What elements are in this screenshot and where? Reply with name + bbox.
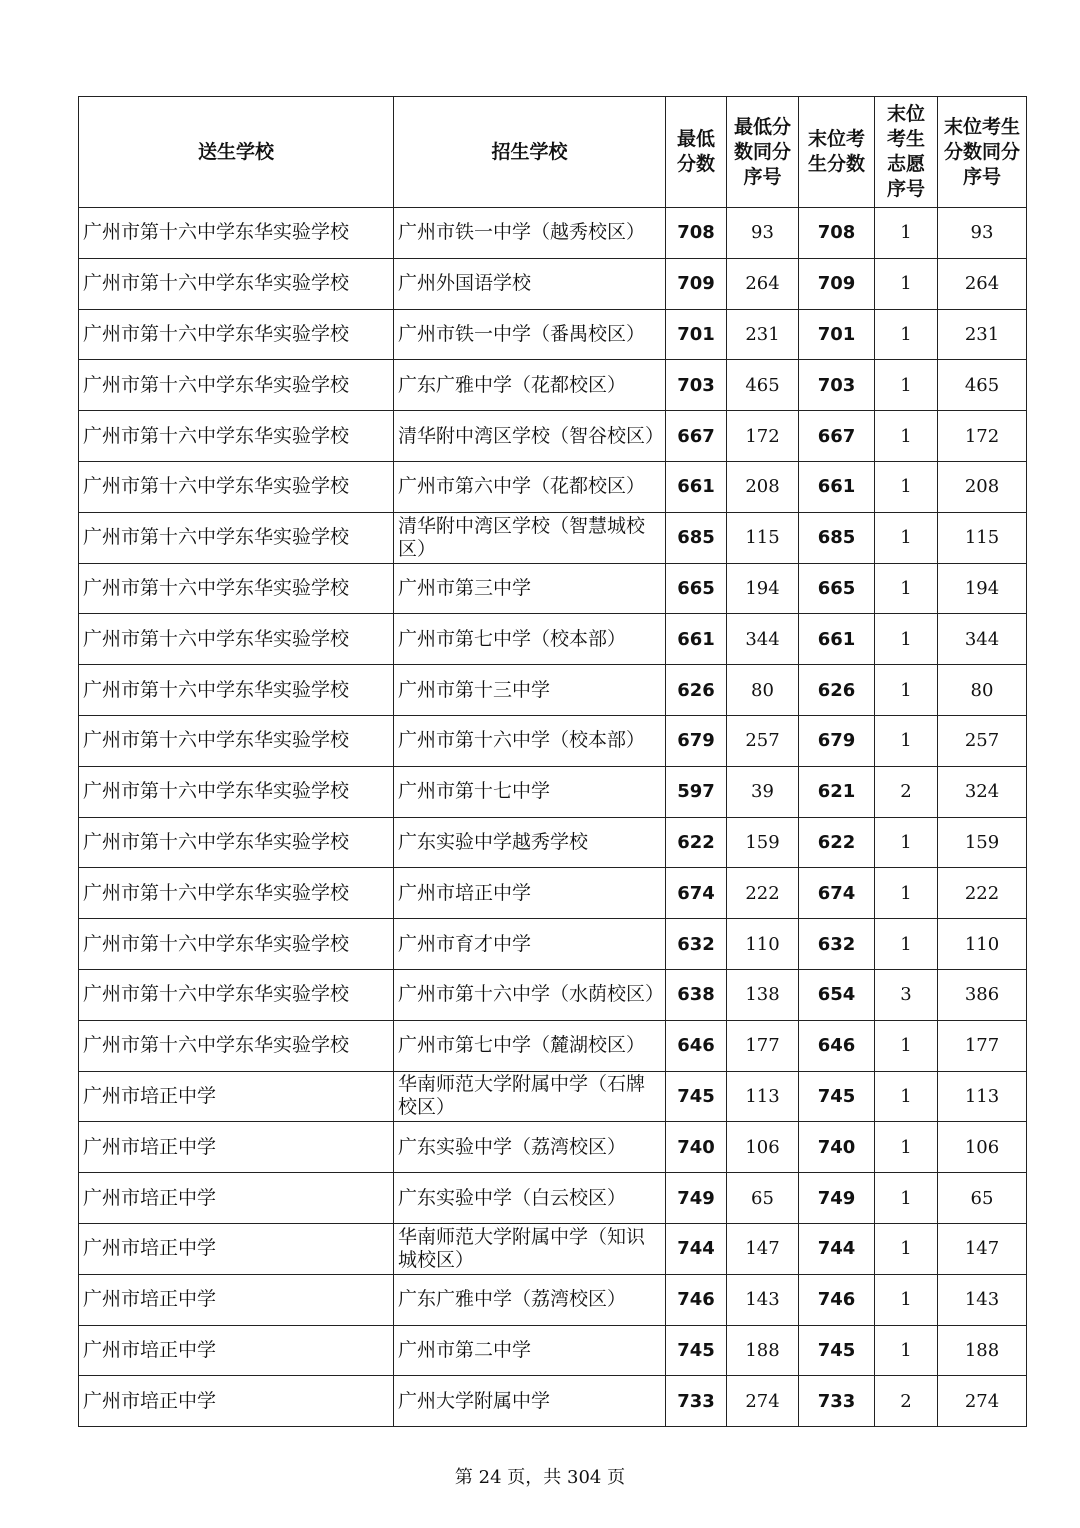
cell-sender-school: 广州市第十六中学东华实验学校 <box>79 208 394 259</box>
cell-receiver-school: 广州市第六中学（花都校区） <box>394 461 666 512</box>
cell-last-wish-order: 1 <box>875 1325 938 1376</box>
cell-receiver-school: 华南师范大学附属中学（石牌校区） <box>394 1071 666 1122</box>
cell-sender-school: 广州市培正中学 <box>79 1122 394 1173</box>
cell-sender-school: 广州市培正中学 <box>79 1376 394 1427</box>
table-row <box>79 1071 1027 1122</box>
admission-table <box>78 96 1027 1427</box>
table-row <box>79 614 1027 665</box>
cell-min-score: 749 <box>666 1173 727 1224</box>
table-row <box>79 208 1027 259</box>
cell-last-score: 621 <box>799 766 875 817</box>
cell-last-score: 701 <box>799 309 875 360</box>
table-row <box>79 1020 1027 1071</box>
cell-min-score-rank: 147 <box>727 1223 799 1274</box>
cell-min-score: 733 <box>666 1376 727 1427</box>
table-row <box>79 1376 1027 1427</box>
cell-min-score: 661 <box>666 461 727 512</box>
cell-sender-school: 广州市第十六中学东华实验学校 <box>79 817 394 868</box>
cell-receiver-school: 广州市铁一中学（越秀校区） <box>394 208 666 259</box>
cell-min-score-rank: 115 <box>727 512 799 563</box>
header-min-score-rank: 最低分数同分序号 <box>727 97 799 208</box>
cell-last-score-rank: 231 <box>938 309 1027 360</box>
cell-min-score-rank: 344 <box>727 614 799 665</box>
cell-last-wish-order: 1 <box>875 817 938 868</box>
header-min-score: 最低分数 <box>666 97 727 208</box>
cell-last-score-rank: 115 <box>938 512 1027 563</box>
cell-min-score-rank: 231 <box>727 309 799 360</box>
cell-last-score: 667 <box>799 411 875 462</box>
table-row <box>79 919 1027 970</box>
cell-min-score-rank: 93 <box>727 208 799 259</box>
cell-last-wish-order: 1 <box>875 1122 938 1173</box>
cell-receiver-school: 清华附中湾区学校（智慧城校区） <box>394 512 666 563</box>
table-row <box>79 258 1027 309</box>
cell-last-wish-order: 1 <box>875 614 938 665</box>
cell-last-score-rank: 93 <box>938 208 1027 259</box>
cell-last-score: 626 <box>799 665 875 716</box>
cell-min-score-rank: 274 <box>727 1376 799 1427</box>
cell-last-wish-order: 1 <box>875 715 938 766</box>
cell-min-score-rank: 264 <box>727 258 799 309</box>
cell-last-score: 654 <box>799 969 875 1020</box>
cell-sender-school: 广州市第十六中学东华实验学校 <box>79 614 394 665</box>
cell-sender-school: 广州市培正中学 <box>79 1325 394 1376</box>
cell-sender-school: 广州市第十六中学东华实验学校 <box>79 512 394 563</box>
cell-min-score: 708 <box>666 208 727 259</box>
cell-receiver-school: 广东实验中学越秀学校 <box>394 817 666 868</box>
cell-min-score: 746 <box>666 1274 727 1325</box>
cell-receiver-school: 广州市第十三中学 <box>394 665 666 716</box>
table-row <box>79 766 1027 817</box>
cell-last-score: 679 <box>799 715 875 766</box>
cell-sender-school: 广州市第十六中学东华实验学校 <box>79 563 394 614</box>
cell-last-score: 708 <box>799 208 875 259</box>
table-row <box>79 512 1027 563</box>
cell-min-score: 638 <box>666 969 727 1020</box>
cell-sender-school: 广州市第十六中学东华实验学校 <box>79 766 394 817</box>
cell-last-score: 632 <box>799 919 875 970</box>
cell-last-score: 740 <box>799 1122 875 1173</box>
cell-receiver-school: 广东实验中学（白云校区） <box>394 1173 666 1224</box>
cell-last-score: 746 <box>799 1274 875 1325</box>
cell-min-score-rank: 194 <box>727 563 799 614</box>
cell-min-score: 679 <box>666 715 727 766</box>
table-row <box>79 309 1027 360</box>
cell-last-wish-order: 1 <box>875 1071 938 1122</box>
cell-last-wish-order: 1 <box>875 258 938 309</box>
cell-receiver-school: 清华附中湾区学校（智谷校区） <box>394 411 666 462</box>
cell-last-score-rank: 222 <box>938 868 1027 919</box>
cell-last-score: 674 <box>799 868 875 919</box>
cell-min-score-rank: 106 <box>727 1122 799 1173</box>
cell-receiver-school: 广州市第二中学 <box>394 1325 666 1376</box>
cell-receiver-school: 广东广雅中学（花都校区） <box>394 360 666 411</box>
cell-sender-school: 广州市第十六中学东华实验学校 <box>79 665 394 716</box>
cell-min-score: 674 <box>666 868 727 919</box>
cell-last-score: 646 <box>799 1020 875 1071</box>
cell-sender-school: 广州市第十六中学东华实验学校 <box>79 360 394 411</box>
cell-last-score-rank: 65 <box>938 1173 1027 1224</box>
table-row <box>79 1274 1027 1325</box>
cell-last-score: 622 <box>799 817 875 868</box>
cell-last-score-rank: 110 <box>938 919 1027 970</box>
cell-min-score-rank: 257 <box>727 715 799 766</box>
table-row <box>79 1223 1027 1274</box>
header-last-wish-order: 末位考生志愿序号 <box>875 97 938 208</box>
cell-last-score-rank: 106 <box>938 1122 1027 1173</box>
cell-last-score-rank: 159 <box>938 817 1027 868</box>
cell-sender-school: 广州市第十六中学东华实验学校 <box>79 919 394 970</box>
cell-receiver-school: 广州外国语学校 <box>394 258 666 309</box>
cell-last-score-rank: 194 <box>938 563 1027 614</box>
cell-last-score: 749 <box>799 1173 875 1224</box>
cell-sender-school: 广州市第十六中学东华实验学校 <box>79 258 394 309</box>
cell-last-score-rank: 257 <box>938 715 1027 766</box>
page-number-footer: 第 24 页，共 304 页 <box>454 1467 626 1488</box>
cell-receiver-school: 广州市第七中学（校本部） <box>394 614 666 665</box>
table-row <box>79 868 1027 919</box>
cell-last-score-rank: 344 <box>938 614 1027 665</box>
table-row <box>79 715 1027 766</box>
cell-last-score-rank: 465 <box>938 360 1027 411</box>
cell-receiver-school: 广州市第七中学（麓湖校区） <box>394 1020 666 1071</box>
cell-last-score: 661 <box>799 461 875 512</box>
cell-receiver-school: 广州市育才中学 <box>394 919 666 970</box>
cell-last-score: 744 <box>799 1223 875 1274</box>
cell-last-wish-order: 1 <box>875 665 938 716</box>
cell-min-score-rank: 172 <box>727 411 799 462</box>
cell-last-wish-order: 1 <box>875 919 938 970</box>
cell-last-wish-order: 1 <box>875 208 938 259</box>
cell-last-score-rank: 177 <box>938 1020 1027 1071</box>
cell-last-wish-order: 1 <box>875 461 938 512</box>
cell-last-score-rank: 172 <box>938 411 1027 462</box>
cell-min-score: 701 <box>666 309 727 360</box>
cell-last-wish-order: 2 <box>875 1376 938 1427</box>
cell-min-score-rank: 159 <box>727 817 799 868</box>
cell-min-score: 661 <box>666 614 727 665</box>
cell-last-wish-order: 1 <box>875 1020 938 1071</box>
cell-receiver-school: 广州市第三中学 <box>394 563 666 614</box>
cell-min-score: 709 <box>666 258 727 309</box>
cell-last-score-rank: 80 <box>938 665 1027 716</box>
cell-min-score-rank: 143 <box>727 1274 799 1325</box>
cell-min-score: 740 <box>666 1122 727 1173</box>
table-row <box>79 1325 1027 1376</box>
cell-receiver-school: 华南师范大学附属中学（知识城校区） <box>394 1223 666 1274</box>
cell-sender-school: 广州市第十六中学东华实验学校 <box>79 461 394 512</box>
cell-last-score-rank: 324 <box>938 766 1027 817</box>
cell-last-wish-order: 1 <box>875 1173 938 1224</box>
cell-min-score: 703 <box>666 360 727 411</box>
cell-last-score: 745 <box>799 1325 875 1376</box>
cell-last-score: 745 <box>799 1071 875 1122</box>
cell-min-score: 632 <box>666 919 727 970</box>
cell-receiver-school: 广州市培正中学 <box>394 868 666 919</box>
cell-min-score: 646 <box>666 1020 727 1071</box>
cell-sender-school: 广州市第十六中学东华实验学校 <box>79 309 394 360</box>
cell-sender-school: 广州市培正中学 <box>79 1071 394 1122</box>
cell-min-score-rank: 208 <box>727 461 799 512</box>
cell-last-score-rank: 386 <box>938 969 1027 1020</box>
cell-min-score: 744 <box>666 1223 727 1274</box>
cell-last-score-rank: 264 <box>938 258 1027 309</box>
cell-min-score-rank: 113 <box>727 1071 799 1122</box>
cell-receiver-school: 广州市第十六中学（校本部） <box>394 715 666 766</box>
cell-min-score: 626 <box>666 665 727 716</box>
cell-last-wish-order: 1 <box>875 1223 938 1274</box>
cell-receiver-school: 广州大学附属中学 <box>394 1376 666 1427</box>
cell-last-score-rank: 188 <box>938 1325 1027 1376</box>
cell-sender-school: 广州市第十六中学东华实验学校 <box>79 868 394 919</box>
cell-last-score: 703 <box>799 360 875 411</box>
cell-sender-school: 广州市第十六中学东华实验学校 <box>79 715 394 766</box>
cell-sender-school: 广州市第十六中学东华实验学校 <box>79 1020 394 1071</box>
cell-last-wish-order: 3 <box>875 969 938 1020</box>
cell-last-wish-order: 1 <box>875 411 938 462</box>
table-row <box>79 969 1027 1020</box>
cell-last-wish-order: 1 <box>875 868 938 919</box>
cell-min-score-rank: 138 <box>727 969 799 1020</box>
cell-receiver-school: 广州市铁一中学（番禺校区） <box>394 309 666 360</box>
cell-min-score: 597 <box>666 766 727 817</box>
cell-last-wish-order: 1 <box>875 512 938 563</box>
cell-sender-school: 广州市第十六中学东华实验学校 <box>79 411 394 462</box>
table-row <box>79 1122 1027 1173</box>
cell-last-score: 709 <box>799 258 875 309</box>
cell-min-score: 685 <box>666 512 727 563</box>
cell-receiver-school: 广东实验中学（荔湾校区） <box>394 1122 666 1173</box>
table-header-row <box>79 97 1027 208</box>
cell-last-score: 685 <box>799 512 875 563</box>
cell-min-score-rank: 65 <box>727 1173 799 1224</box>
table-row <box>79 461 1027 512</box>
cell-receiver-school: 广东广雅中学（荔湾校区） <box>394 1274 666 1325</box>
cell-last-wish-order: 2 <box>875 766 938 817</box>
cell-min-score: 745 <box>666 1325 727 1376</box>
table-row <box>79 360 1027 411</box>
cell-min-score-rank: 177 <box>727 1020 799 1071</box>
cell-receiver-school: 广州市第十七中学 <box>394 766 666 817</box>
cell-last-score: 661 <box>799 614 875 665</box>
table-row <box>79 1173 1027 1224</box>
cell-last-score: 665 <box>799 563 875 614</box>
cell-min-score-rank: 222 <box>727 868 799 919</box>
cell-last-score: 733 <box>799 1376 875 1427</box>
table-body <box>79 208 1027 1427</box>
cell-receiver-school: 广州市第十六中学（水荫校区） <box>394 969 666 1020</box>
cell-last-wish-order: 1 <box>875 563 938 614</box>
cell-min-score-rank: 39 <box>727 766 799 817</box>
cell-last-wish-order: 1 <box>875 1274 938 1325</box>
table-row <box>79 817 1027 868</box>
header-last-score: 末位考生分数 <box>799 97 875 208</box>
cell-last-score-rank: 143 <box>938 1274 1027 1325</box>
cell-last-score-rank: 208 <box>938 461 1027 512</box>
cell-min-score-rank: 188 <box>727 1325 799 1376</box>
cell-last-wish-order: 1 <box>875 360 938 411</box>
cell-sender-school: 广州市培正中学 <box>79 1223 394 1274</box>
cell-last-wish-order: 1 <box>875 309 938 360</box>
table-row <box>79 563 1027 614</box>
cell-sender-school: 广州市培正中学 <box>79 1173 394 1224</box>
cell-last-score-rank: 274 <box>938 1376 1027 1427</box>
cell-min-score: 667 <box>666 411 727 462</box>
cell-min-score: 622 <box>666 817 727 868</box>
header-receiver-school: 招生学校 <box>394 97 666 208</box>
cell-sender-school: 广州市第十六中学东华实验学校 <box>79 969 394 1020</box>
cell-min-score-rank: 465 <box>727 360 799 411</box>
cell-min-score-rank: 110 <box>727 919 799 970</box>
cell-min-score: 665 <box>666 563 727 614</box>
cell-sender-school: 广州市培正中学 <box>79 1274 394 1325</box>
cell-min-score-rank: 80 <box>727 665 799 716</box>
table-row <box>79 665 1027 716</box>
cell-last-score-rank: 113 <box>938 1071 1027 1122</box>
header-last-score-rank: 末位考生分数同分序号 <box>938 97 1027 208</box>
cell-min-score: 745 <box>666 1071 727 1122</box>
table-row <box>79 411 1027 462</box>
header-sender-school: 送生学校 <box>79 97 394 208</box>
cell-last-score-rank: 147 <box>938 1223 1027 1274</box>
